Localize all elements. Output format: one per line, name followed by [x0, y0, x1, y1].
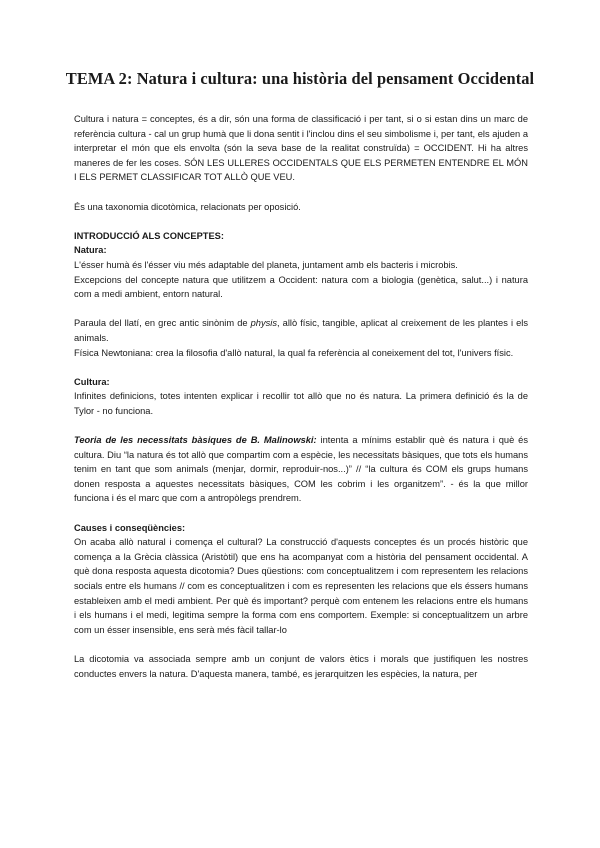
- malinowski-separator: //: [351, 464, 366, 475]
- causes-heading: Causes i conseqüències:: [74, 522, 186, 533]
- natura-line-1: L'ésser humà és l'ésser viu més adaptable del planeta, juntament amb els bacteris i microbis.: [74, 259, 458, 270]
- closing-paragraph: La dicotomia va associada sempre amb un conjunt de valors ètics i morals que justifiquen les nostres conductes envers la natura. D'aquesta manera, també, es jerarquitzen les espècies, la natura, per: [74, 653, 528, 679]
- cultura-paragraph: Infinites definicions, totes intenten explicar i recollir tot allò que no és natura. La primera definició és la de Tylor - no funciona.: [74, 391, 528, 416]
- physis-term: physis: [250, 318, 277, 329]
- physis-before: Paraula del llatí, en grec antic sinònim de: [74, 318, 251, 329]
- malinowski-lead: intenta a mínims establir què és natura i què és cultura. Diu: [74, 435, 528, 460]
- malinowski-paragraph: [74, 433, 528, 506]
- document-body: [74, 112, 528, 681]
- newton-paragraph: Física Newtoniana: crea la filosofia d'allò natural, la qual fa referència al coneixement del tot, l'univers físic.: [74, 347, 514, 358]
- malinowski-quote-2: “la cultura és COM els grups humans donen resposta a aquestes necessitats bàsiques, COM les cobrim i les organitzem”: [74, 464, 528, 489]
- intro-paragraph: Cultura i natura = conceptes, és a dir, són una forma de classificació i per tant, si o si estan dins un marc de referència cultura - cal un grup humà que li dona sentit i l'inclou dins el seu simbolisme i, per tant, els ajuden a interpretar el món que els envolta (són la seva base de la realitat construïda) = OCCIDENT. Hi ha altres maneres de fer les coses. SÓN LES ULLERES OCCIDENTALS QUE ELS PERMETEN ENTENDRE EL MÓN I ELS PERMET CLASSIFICAR TOT ALLÒ QUE VEU.: [74, 114, 528, 183]
- document-title: TEMA 2: Natura i cultura: una història del pensament Occidental: [65, 69, 535, 88]
- malinowski-quote-1: “la natura és tot allò que compartim com a espècie, les necessitats bàsiques, que tots els humans tenim en tant que som animals (menjar, dormir, reproduir-nos...)”: [74, 449, 528, 475]
- intro-heading: INTRODUCCIÓ ALS CONCEPTES:: [74, 230, 224, 241]
- natura-heading: Natura:: [74, 245, 107, 256]
- natura-line-2: Excepcions del concepte natura que utilitzem a Occident: natura com a biologia (genètica, salut...) i natura com a medi ambient, entorn natural.: [74, 274, 528, 300]
- malinowski-label: Teoria de les necessitats bàsiques de B. Malinowski:: [74, 435, 317, 446]
- taxonomy-line: És una taxonomia dicotòmica, relacionats per oposició.: [74, 201, 301, 212]
- malinowski-tail: . - és la que millor funciona i és el marc que com a antropòlegs prendrem.: [74, 478, 528, 504]
- physis-after: , allò físic, tangible, aplicat al creixement de les plantes i els animals.: [74, 318, 528, 343]
- causes-paragraph: On acaba allò natural i comença el cultural? La construcció d'aquests conceptes és un procés històric que comença a la Grècia clàssica (Aristòtil) que ens ha acompanyat com a història del pensament occidental. A què dona resposta aquesta dicotomia? Dues qüestions: com conceptualitzem i com representem les relacions socials entre els humans // com es conceptualitzen i com es representen les relacions que els éssers humans estableixen amb el medi ambient. Per què és important? perquè com entenem les relacions entre els humans i els humans i el medi, legitima sempre la forma com ens comportem. Exemple: si conceptualitzem un arbre com un ésser insensible, ens serà més fàcil tallar-lo: [74, 537, 528, 635]
- cultura-heading: Cultura:: [74, 376, 110, 387]
- physis-paragraph: [74, 316, 528, 345]
